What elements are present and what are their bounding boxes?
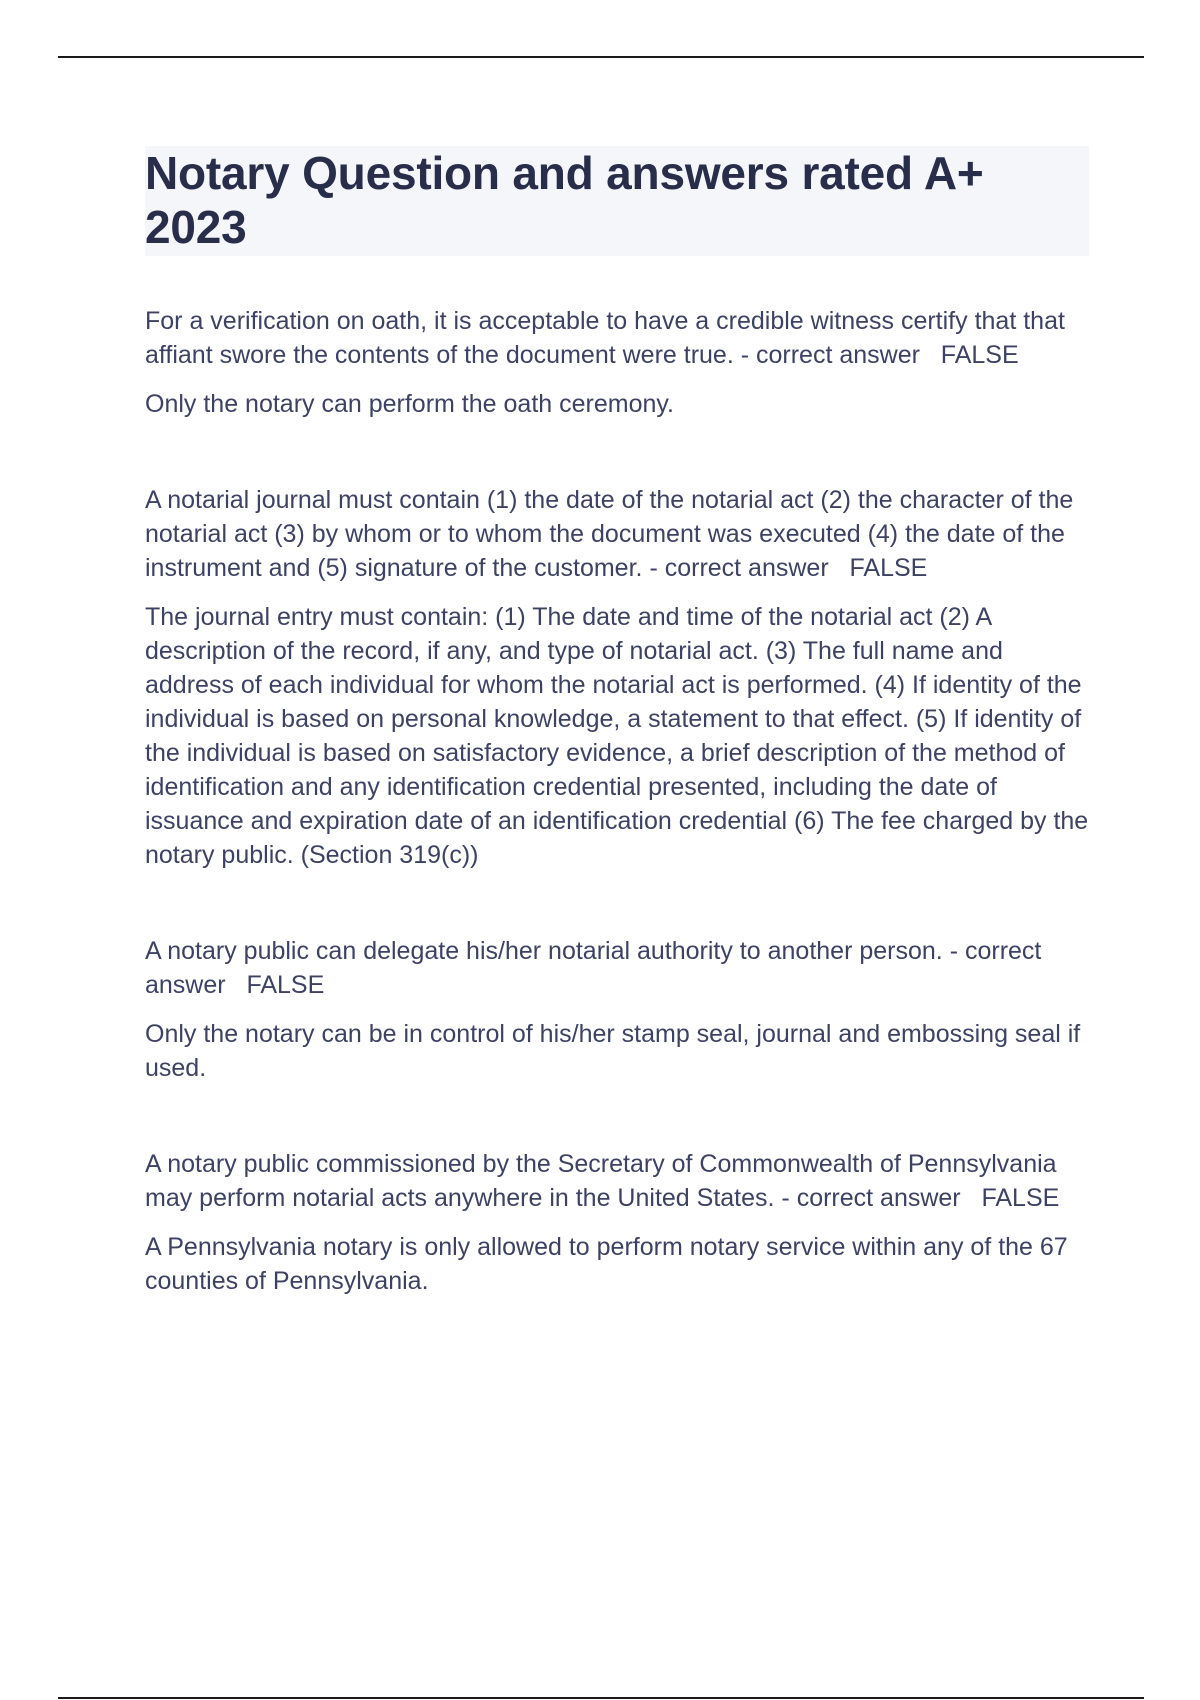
qa-item (145, 934, 1089, 1085)
top-rule (58, 56, 1144, 58)
question-body: A notary public commissioned by the Secretary of Commonwealth of Pennsylvania may perform notarial acts anywhere in the United States. (145, 1150, 1057, 1212)
question-text (145, 483, 1089, 585)
qa-item (145, 483, 1089, 872)
title-box (145, 146, 1089, 256)
qa-item (145, 304, 1089, 421)
answer-value: FALSE (849, 554, 928, 582)
explanation-text: Only the notary can perform the oath ceremony. (145, 390, 674, 418)
question-body: For a verification on oath, it is acceptable to have a credible witness certify that that affiant swore the contents of the document were true. (145, 307, 1065, 369)
document-body (145, 146, 1089, 1360)
answer-label: - correct answer (740, 341, 920, 369)
answer-label: - correct answer (145, 937, 1042, 999)
explanation-text: A Pennsylvania notary is only allowed to perform notary service within any of the 67 counties of Pennsylvania. (145, 1233, 1068, 1295)
explanation-text: The journal entry must contain: (1) The date and time of the notarial act (2) A description of the record, if any, and type of notarial act. (3) The full name and address of each individual for whom the notarial act is performed. (4) If identity of the individual is based on personal knowledge, a statement to that effect. (5) If identity of the individual is based on satisfactory evidence, a brief description of the method of identification and any identification credential presented, including the date of issuance and expiration date of an identification credential (6) The fee charged by the notary public. (Section 319(c)) (145, 603, 1089, 869)
answer-label: - correct answer (781, 1184, 961, 1212)
document-title: Notary Question and answers rated A+ 2023 (145, 147, 984, 253)
question-body: A notarial journal must contain (1) the date of the notarial act (2) the character of the notarial act (3) by whom or to whom the document was executed (4) the date of the instrument and (5) signature of the customer. (145, 486, 1074, 582)
question-body: A notary public can delegate his/her notarial authority to another person. (145, 937, 943, 965)
answer-label: - correct answer (649, 554, 829, 582)
answer-value: FALSE (246, 971, 325, 999)
question-text (145, 934, 1089, 1002)
answer-value: FALSE (940, 341, 1019, 369)
bottom-rule (58, 1697, 1144, 1699)
qa-item (145, 1147, 1089, 1298)
explanation-text: Only the notary can be in control of his/her stamp seal, journal and embossing seal if used. (145, 1020, 1081, 1082)
question-text (145, 304, 1089, 372)
answer-value: FALSE (981, 1184, 1060, 1212)
question-text (145, 1147, 1089, 1215)
